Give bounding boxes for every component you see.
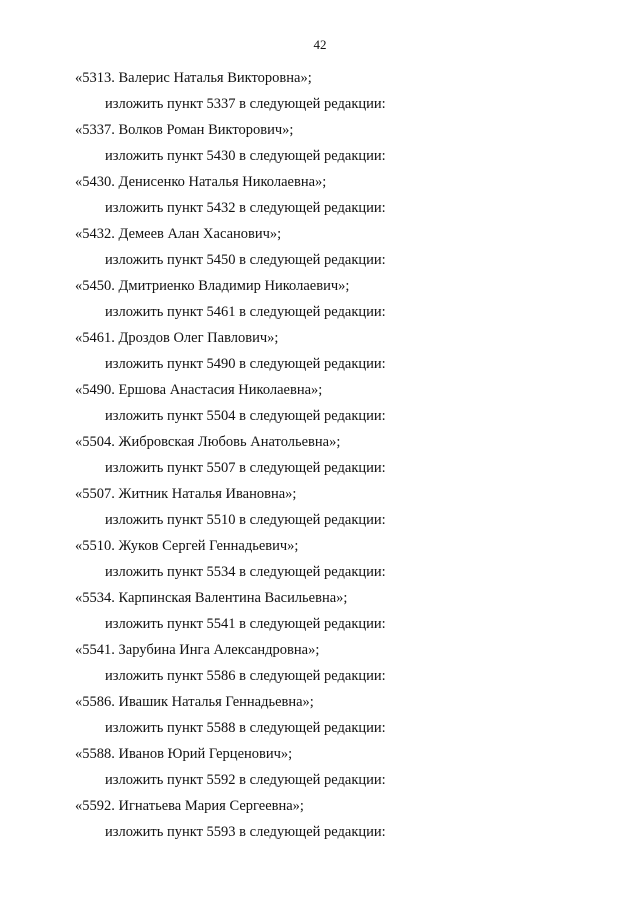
entry-line: «5461. Дроздов Олег Павлович»;	[75, 330, 279, 346]
entry-line: «5432. Демеев Алан Хасанович»;	[75, 226, 282, 242]
instruction-line: изложить пункт 5593 в следующей редакции:	[105, 824, 386, 840]
entry-line: «5510. Жуков Сергей Геннадьевич»;	[75, 538, 299, 554]
entry-line: «5541. Зарубина Инга Александровна»;	[75, 642, 320, 658]
entry-line: «5430. Денисенко Наталья Николаевна»;	[75, 174, 327, 190]
entry-line: «5337. Волков Роман Викторович»;	[75, 122, 294, 138]
entry-line: «5586. Ивашик Наталья Геннадьевна»;	[75, 694, 314, 710]
entry-line: «5490. Ершова Анастасия Николаевна»;	[75, 382, 323, 398]
entry-line: «5592. Игнатьева Мария Сергеевна»;	[75, 798, 304, 814]
entry-line: «5588. Иванов Юрий Герценович»;	[75, 746, 293, 762]
instruction-line: изложить пункт 5430 в следующей редакции:	[105, 148, 386, 164]
instruction-line: изложить пункт 5534 в следующей редакции:	[105, 564, 386, 580]
instruction-line: изложить пункт 5588 в следующей редакции:	[105, 720, 386, 736]
document-body	[0, 69, 640, 849]
instruction-line: изложить пункт 5337 в следующей редакции:	[105, 96, 386, 112]
instruction-line: изложить пункт 5586 в следующей редакции:	[105, 668, 386, 684]
instruction-line: изложить пункт 5504 в следующей редакции:	[105, 408, 386, 424]
instruction-line: изложить пункт 5450 в следующей редакции:	[105, 252, 386, 268]
entry-line: «5507. Житник Наталья Ивановна»;	[75, 486, 297, 502]
entry-line: «5504. Жибровская Любовь Анатольевна»;	[75, 434, 341, 450]
instruction-line: изложить пункт 5461 в следующей редакции:	[105, 304, 386, 320]
instruction-line: изложить пункт 5592 в следующей редакции:	[105, 772, 386, 788]
instruction-line: изложить пункт 5490 в следующей редакции:	[105, 356, 386, 372]
instruction-line: изложить пункт 5541 в следующей редакции:	[105, 616, 386, 632]
instruction-line: изложить пункт 5510 в следующей редакции:	[105, 512, 386, 528]
entry-line: «5450. Дмитриенко Владимир Николаевич»;	[75, 278, 350, 294]
entry-line: «5313. Валерис Наталья Викторовна»;	[75, 70, 312, 86]
instruction-line: изложить пункт 5432 в следующей редакции:	[105, 200, 386, 216]
page-number: 42	[313, 37, 327, 52]
instruction-line: изложить пункт 5507 в следующей редакции:	[105, 460, 386, 476]
entry-line: «5534. Карпинская Валентина Васильевна»;	[75, 590, 348, 606]
